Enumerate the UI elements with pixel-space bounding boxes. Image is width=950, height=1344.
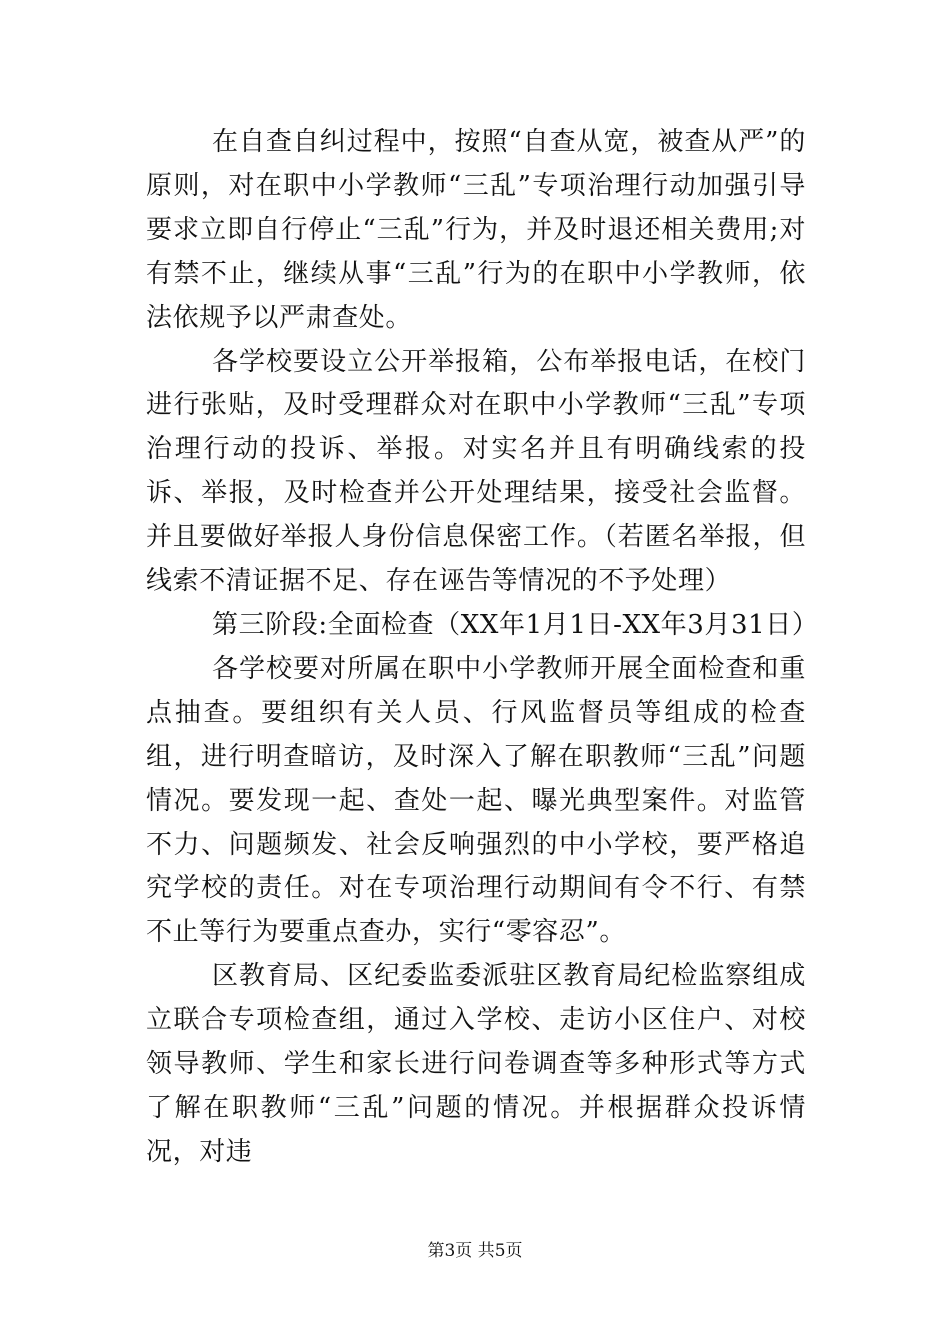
paragraph-joint-inspection: 区教育局、区纪委监委派驻区教育局纪检监察组成立联合专项检查组，通过入学校、走访小区住户、对校领导教师、学生和家长进行问卷调查等多种形式等方式了解在职教师“三乱”问题的情况。并根据群众投诉情况，对违 — [146, 961, 806, 1167]
paragraph-stage-three-heading: 第三阶段:全面检查（XX年1月1日-XX年3月31日） — [212, 609, 819, 640]
paragraph-self-inspection: 在自查自纠过程中，按照“自查从宽，被查从严”的原则，对在职中小学教师“三乱”专项治理行动加强引导要求立即自行停止“三乱”行为，并及时退还相关费用;对有禁不止，继续从事“三乱”行为的在职中小学教师，依法依规予以严肃查处。 — [146, 127, 806, 333]
page-number-footer: 第3页 共5页 — [427, 1241, 523, 1261]
document-body — [146, 121, 819, 1175]
paragraph-full-inspection: 各学校要对所属在职中小学教师开展全面检查和重点抽查。要组织有关人员、行风监督员等组成的检查组，进行明查暗访，及时深入了解在职教师“三乱”问题情况。要发现一起、查处一起、曝光典型案件。对监管不力、问题频发、社会反响强烈的中小学校，要严格追究学校的责任。对在专项治理行动期间有令不行、有禁不止等行为要重点查办，实行“零容忍”。 — [146, 653, 806, 948]
paragraph-report-box: 各学校要设立公开举报箱，公布举报电话，在校门进行张贴，及时受理群众对在职中小学教师“三乱”专项治理行动的投诉、举报。对实名并且有明确线索的投诉、举报，及时检查并公开处理结果，接受社会监督。并且要做好举报人身份信息保密工作。（若匿名举报，但线索不清证据不足、存在诬告等情况的不予处理） — [146, 346, 806, 597]
